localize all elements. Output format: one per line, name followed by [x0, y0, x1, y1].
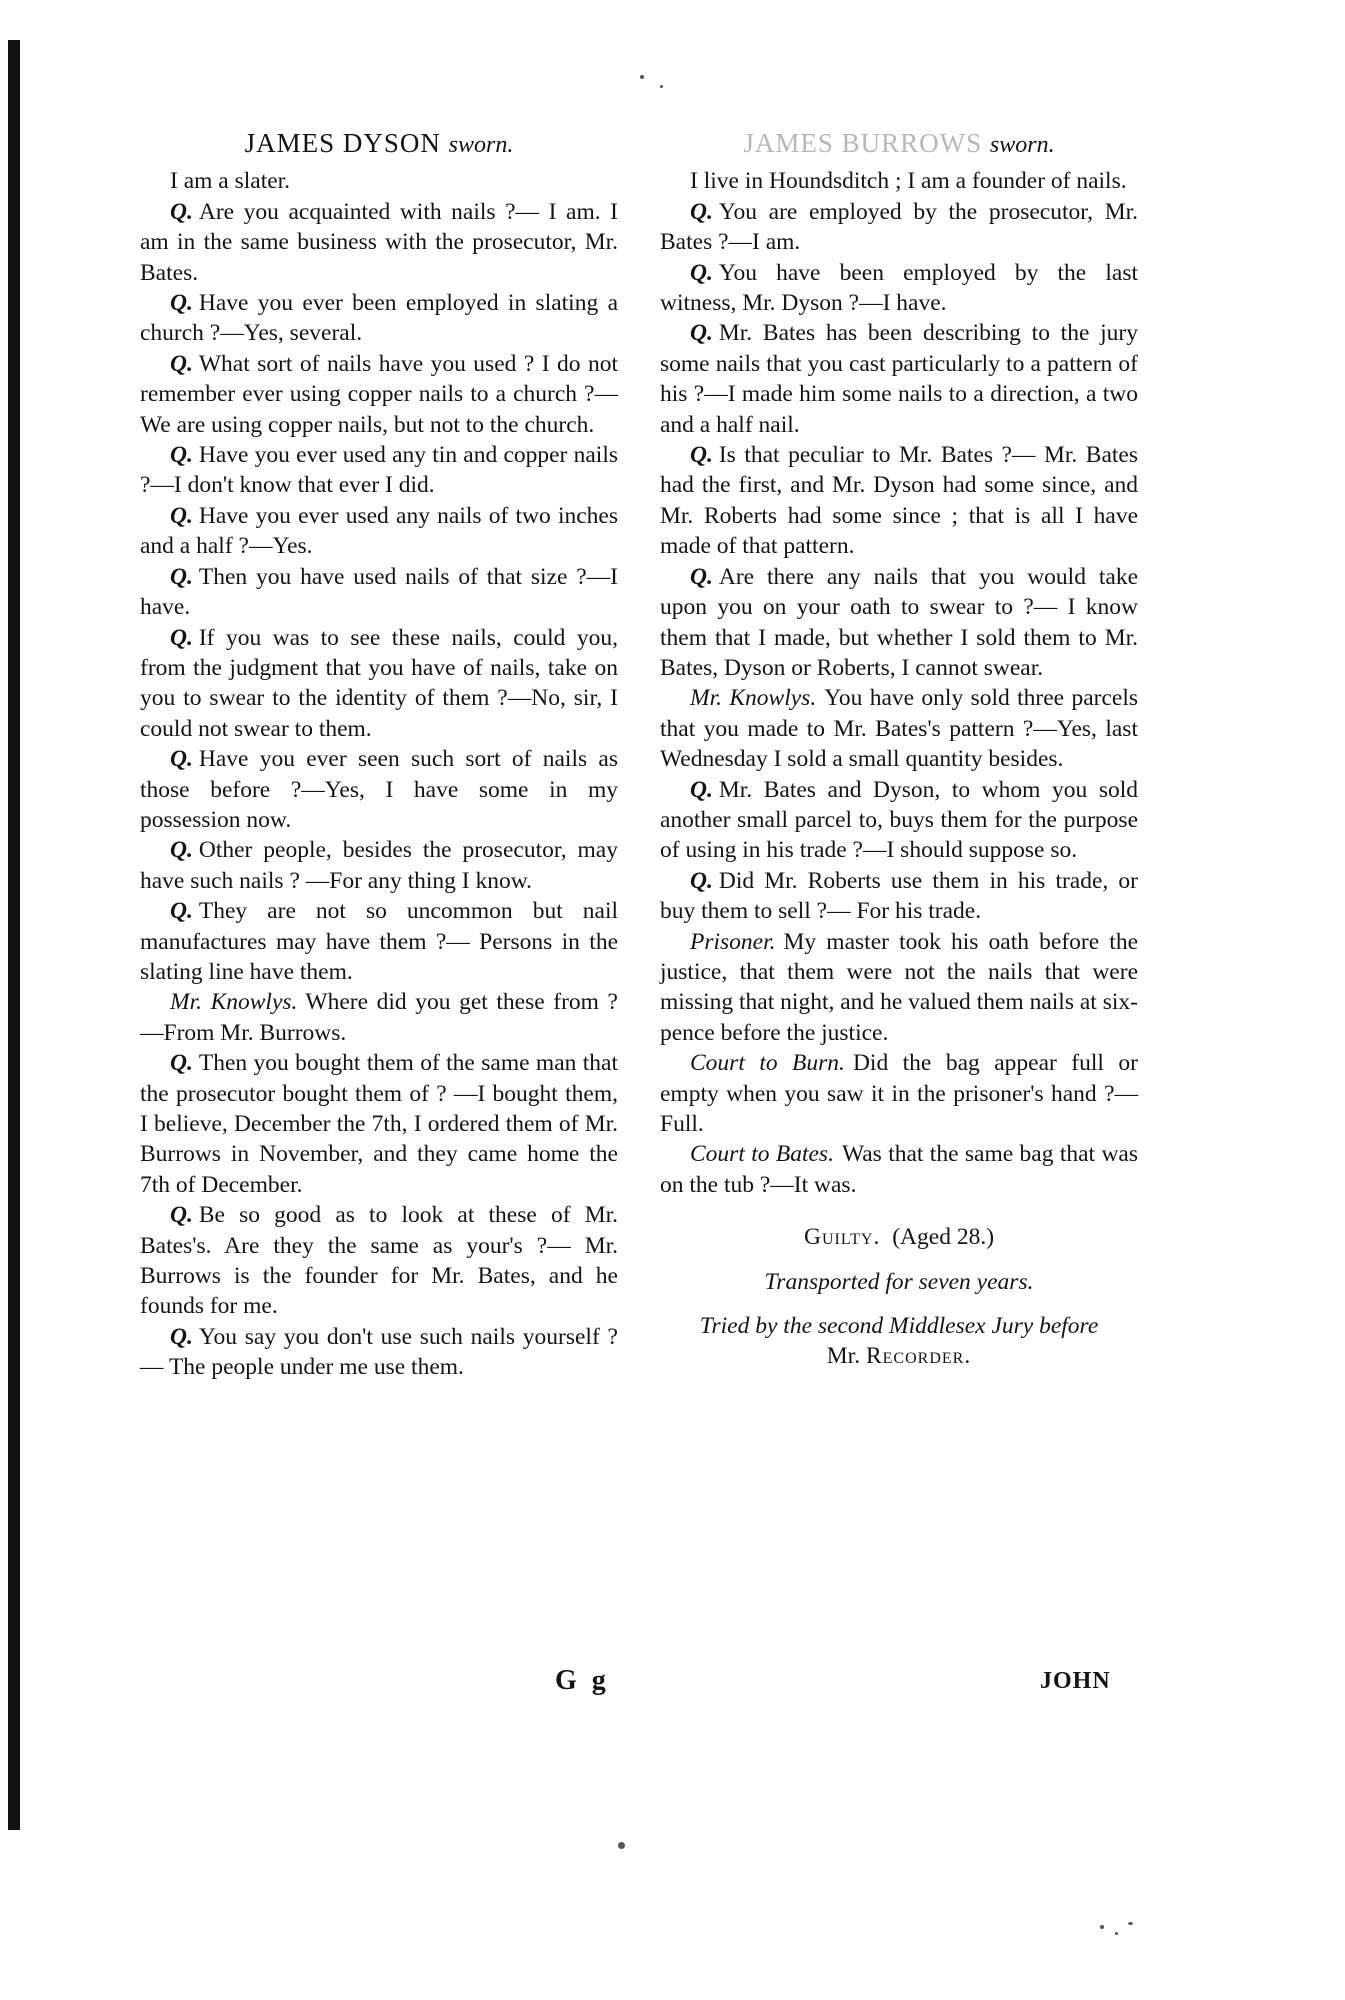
page-edge-rule [8, 40, 20, 1830]
speaker-label: Mr. Knowlys. [690, 685, 817, 712]
testimony-paragraph [660, 562, 1138, 684]
testimony-paragraph [660, 166, 1138, 196]
paragraph-text: Is that peculiar to Mr. Bates ?— Mr. Bates had the first, and Mr. Dyson had some since, and Mr. Roberts had some since ; that is all I have made of that pattern. [660, 442, 1138, 560]
testimony-paragraph [660, 258, 1138, 319]
speaker-label: Prisoner. [690, 928, 776, 955]
testimony-paragraph [660, 197, 1138, 258]
testimony-paragraph [660, 1139, 1138, 1200]
testimony-paragraph [140, 197, 618, 288]
testimony-paragraph [140, 1200, 618, 1322]
paragraph-text: Then you have used nails of that size ?—I have. [140, 563, 618, 621]
testimony-paragraph [140, 349, 618, 440]
paragraph-text: I live in Houndsditch ; I am a founder of nails. [690, 168, 1127, 195]
testimony-paragraph [660, 927, 1138, 1049]
testimony-paragraph [140, 987, 618, 1048]
testimony-paragraph [660, 683, 1138, 774]
verdict-age: (Aged 28.) [892, 1224, 995, 1251]
question-mark: Q. [170, 290, 193, 317]
testimony-paragraph [140, 562, 618, 623]
catchword: JOHN [1040, 1668, 1111, 1694]
testimony-paragraph [140, 288, 618, 349]
paragraph-text: Be so good as to look at these of Mr. Bates's. Are they the same as your's ?— Mr. Burrows is the founder for Mr. Bates, and he founds for me. [140, 1202, 618, 1320]
paragraph-text: Have you ever been employed in slating a church ?—Yes, several. [140, 290, 618, 347]
testimony-paragraph [660, 775, 1138, 866]
sentence-line: Transported for seven years. [764, 1268, 1034, 1295]
sworn-label: sworn. [448, 132, 514, 158]
question-mark: Q. [170, 1050, 193, 1077]
paragraph-text: Was that the same bag that was on the tub ?—It was. [660, 1141, 1138, 1198]
ink-speck [1100, 1925, 1104, 1929]
recorder-prefix: Mr. [826, 1343, 861, 1370]
left-testimony [140, 166, 618, 1382]
paragraph-text: Mr. Bates and Dyson, to whom you sold another small parcel to, buys them for the purpose of using in his trade ?—I should suppose so. [660, 776, 1138, 864]
question-mark: Q. [690, 442, 713, 469]
left-column [140, 128, 618, 1383]
witness-name: JAMES BURROWS [743, 128, 983, 158]
question-mark: Q. [690, 320, 713, 347]
sworn-label: sworn. [989, 132, 1055, 158]
paragraph-text: If you was to see these nails, could you, from the judgment that you have of nails, take on you to swear to the identity of them ?—No, sir, I could not swear to them. [140, 624, 618, 742]
tried-by-line: Tried by the second Middlesex Jury before [699, 1313, 1099, 1340]
paragraph-text: Have you ever used any tin and copper nails ?—I don't know that ever I did. [140, 442, 618, 499]
question-mark: Q. [690, 867, 713, 894]
testimony-paragraph [140, 440, 618, 501]
paragraph-text: I am a slater. [170, 168, 291, 195]
speaker-label: Court to Bates. [690, 1141, 834, 1168]
testimony-paragraph [140, 896, 618, 987]
question-mark: Q. [690, 776, 713, 803]
question-mark: Q. [170, 502, 193, 529]
paragraph-text: Are there any nails that you would take upon you on your oath to swear to ?— I know them that I made, but whether I sold them to Mr. Bates, Dyson or Roberts, I cannot swear. [660, 563, 1138, 681]
testimony-paragraph [660, 866, 1138, 927]
testimony-paragraph [660, 318, 1138, 440]
paragraph-text: Mr. Bates has been describing to the jury some nails that you cast particularly to a pattern of his ?—I made him some nails to a direction, a two and a half nail. [660, 320, 1138, 438]
recorder-title: Recorder. [865, 1343, 972, 1370]
verdict-line [660, 1222, 1138, 1252]
paragraph-text: Have you ever used any nails of two inches and a half ?—Yes. [140, 502, 618, 560]
paragraph-text: They are not so uncommon but nail manufactures may have them ?— Persons in the slating line have them. [140, 898, 618, 985]
ink-speck [660, 85, 663, 88]
question-mark: Q. [170, 563, 193, 590]
question-mark: Q. [690, 563, 713, 590]
testimony-paragraph [140, 835, 618, 896]
speaker-label: Mr. Knowlys. [170, 989, 298, 1016]
question-mark: Q. [690, 259, 713, 286]
question-mark: Q. [690, 198, 713, 225]
testimony-paragraph [140, 1048, 618, 1200]
paragraph-text: Where did you get these from ?—From Mr. Burrows. [140, 989, 618, 1046]
paragraph-text: Did Mr. Roberts use them in his trade, or buy them to sell ?— For his trade. [660, 867, 1138, 925]
ink-speck [1128, 1922, 1133, 1925]
question-mark: Q. [170, 1323, 193, 1350]
question-mark: Q. [170, 837, 193, 864]
testimony-paragraph [140, 501, 618, 562]
question-mark: Q. [170, 624, 193, 651]
paragraph-text: You say you don't use such nails yourself ?— The people under me use them. [140, 1323, 618, 1381]
ink-speck [640, 75, 644, 79]
speaker-label: Court to Burn. [690, 1050, 845, 1077]
paragraph-text: Then you bought them of the same man that the prosecutor bought them of ? —I bought them, I believe, December the 7th, I ordered them of Mr. Burrows in November, and they came home the 7th of December. [140, 1050, 618, 1198]
right-testimony [660, 166, 1138, 1200]
ink-speck [1115, 1932, 1118, 1935]
testimony-paragraph [660, 440, 1138, 562]
witness-heading-dyson [140, 128, 618, 160]
paragraph-text: You have only sold three parcels that you made to Mr. Bates's pattern ?—Yes, last Wednesday I sold a small quantity besides. [660, 685, 1138, 773]
verdict-label: Guilty. [803, 1224, 881, 1251]
paragraph-text: Have you ever seen such sort of nails as those before ?—Yes, I have some in my possession now. [140, 746, 618, 833]
signature-mark: G g [555, 1665, 610, 1696]
testimony-paragraph [140, 744, 618, 835]
paragraph-text: Other people, besides the prosecutor, may have such nails ? —For any thing I know. [140, 837, 618, 894]
question-mark: Q. [170, 1202, 193, 1229]
question-mark: Q. [170, 898, 193, 925]
testimony-paragraph [140, 623, 618, 745]
ink-speck [618, 1842, 625, 1849]
recorder-line [660, 1341, 1138, 1371]
witness-name: JAMES DYSON [244, 128, 441, 158]
witness-heading-burrows [660, 128, 1138, 160]
testimony-paragraph [140, 1322, 618, 1383]
paragraph-text: Did the bag appear full or empty when you saw it in the prisoner's hand ?—Full. [660, 1050, 1138, 1137]
paragraph-text: What sort of nails have you used ? I do not remember ever using copper nails to a church ?—We are using copper nails, but not to the church. [140, 350, 618, 438]
right-column [660, 128, 1138, 1372]
question-mark: Q. [170, 746, 193, 773]
paragraph-text: You are employed by the prosecutor, Mr. Bates ?—I am. [660, 198, 1138, 256]
paragraph-text: Are you acquainted with nails ?— I am. I am in the same business with the prosecutor, Mr. Bates. [140, 198, 618, 286]
question-mark: Q. [170, 442, 193, 469]
question-mark: Q. [170, 198, 193, 225]
testimony-paragraph [660, 1048, 1138, 1139]
question-mark: Q. [170, 350, 193, 377]
paragraph-text: You have been employed by the last witness, Mr. Dyson ?—I have. [660, 259, 1138, 317]
testimony-paragraph [140, 166, 618, 196]
paragraph-text: My master took his oath before the justice, that them were not the nails that were missing that night, and he valued them nails at six-pence before the justice. [660, 928, 1138, 1046]
